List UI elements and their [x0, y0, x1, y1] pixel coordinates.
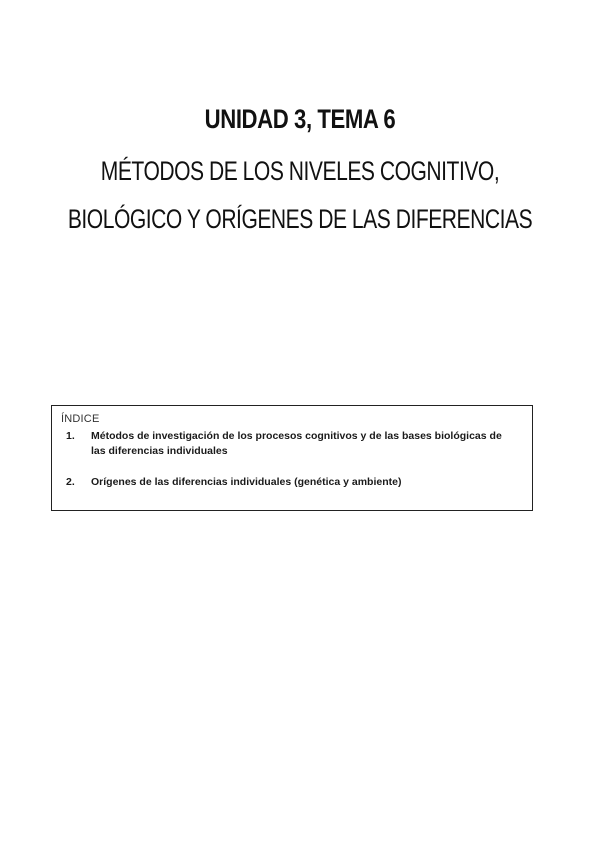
- subtitle-line-2: BIOLÓGICO Y ORÍGENES DE LAS DIFERENCIAS: [67, 204, 533, 234]
- subtitle-line-1: MÉTODOS DE LOS NIVELES COGNITIVO,: [100, 156, 500, 186]
- index-item-text: Orígenes de las diferencias individuales (genética y ambiente): [91, 476, 402, 488]
- index-box: [51, 405, 533, 511]
- index-item-text: Métodos de investigación de los procesos cognitivos y de las bases biológicas de las diferencias individuales: [91, 430, 502, 457]
- index-item-number: 2.: [66, 476, 75, 488]
- index-item-number: 1.: [66, 430, 75, 442]
- unit-title: UNIDAD 3, TEMA 6: [204, 104, 396, 134]
- index-heading: ÍNDICE: [61, 413, 100, 425]
